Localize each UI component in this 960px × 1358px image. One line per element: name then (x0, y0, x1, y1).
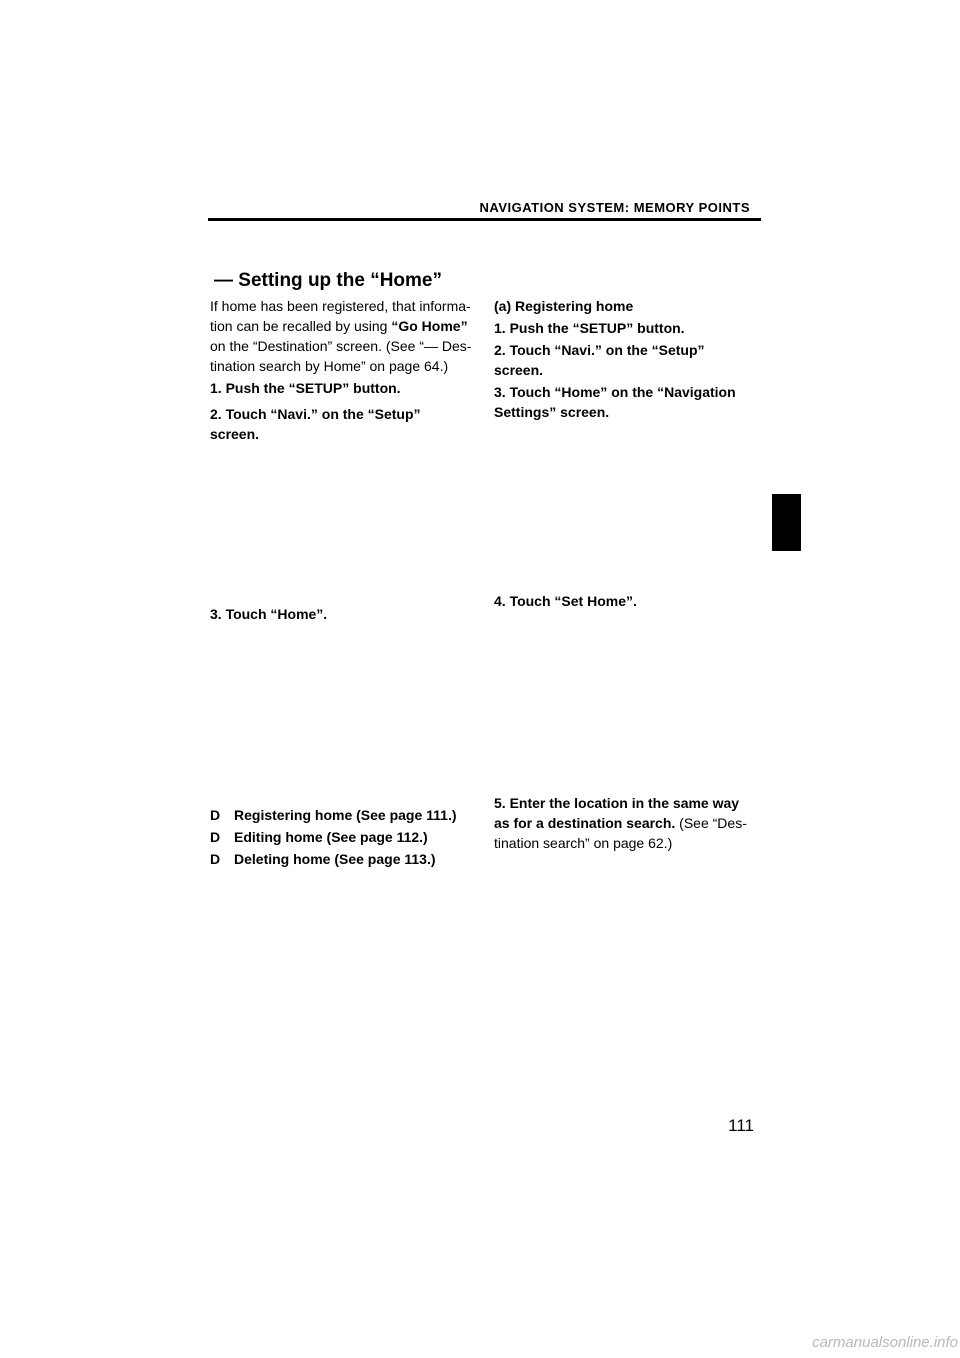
list-item (210, 804, 480, 826)
left-step-2a: 2. Touch “Navi.” on the “Setup” (210, 406, 421, 422)
right-column (494, 296, 758, 422)
bullet-list (210, 804, 480, 870)
list-item (210, 826, 480, 848)
bullet-icon: D (210, 829, 221, 845)
right-step-5a: 5. Enter the location in the same way (494, 795, 740, 811)
right-step-3a: 3. Touch “Home” on the “Navigation (494, 384, 736, 400)
intro-line-3: on the “Destination” screen. (See “— Des- (210, 338, 472, 354)
step5-rest: (See “Des- (675, 815, 747, 831)
list-item-text: Deleting home (See page 113.) (234, 851, 436, 867)
list-item-text: Editing home (See page 112.) (234, 829, 428, 845)
left-column (210, 296, 476, 444)
intro-line-1: If home has been registered, that informa- (210, 298, 471, 314)
running-header: NAVIGATION SYSTEM: MEMORY POINTS (479, 200, 750, 215)
right-step-5b (494, 813, 758, 833)
intro-line-2 (210, 316, 476, 336)
list-item-text: Registering home (See page 111.) (234, 807, 457, 823)
page-number: 111 (728, 1116, 754, 1135)
watermark: carmanualsonline.info (812, 1334, 958, 1351)
section-heading: — Setting up the “Home” (214, 270, 442, 291)
right-step-2a: 2. Touch “Navi.” on the “Setup” (494, 342, 705, 358)
left-step-3: 3. Touch “Home”. (210, 606, 328, 622)
list-item (210, 848, 480, 870)
header-rule (208, 218, 761, 221)
intro-text: tion can be recalled by using (210, 318, 392, 334)
step5-bold: as for a destination search. (494, 815, 676, 831)
right-step-5 (494, 793, 758, 853)
right-step-1: 1. Push the “SETUP” button. (494, 320, 685, 336)
right-step-5c: tination search” on page 62.) (494, 835, 673, 851)
subheading: (a) Registering home (494, 298, 634, 314)
right-step-3b: Settings” screen. (494, 404, 610, 420)
right-step-4: 4. Touch “Set Home”. (494, 593, 637, 609)
right-step-2b: screen. (494, 362, 544, 378)
bullet-icon: D (210, 807, 221, 823)
intro-line-4: tination search by Home” on page 64.) (210, 358, 449, 374)
left-step-1: 1. Push the “SETUP” button. (210, 380, 401, 396)
left-step-2b: screen. (210, 426, 260, 442)
bullet-icon: D (210, 851, 221, 867)
go-home-label: “Go Home” (391, 318, 468, 334)
chapter-tab-marker (772, 494, 801, 551)
